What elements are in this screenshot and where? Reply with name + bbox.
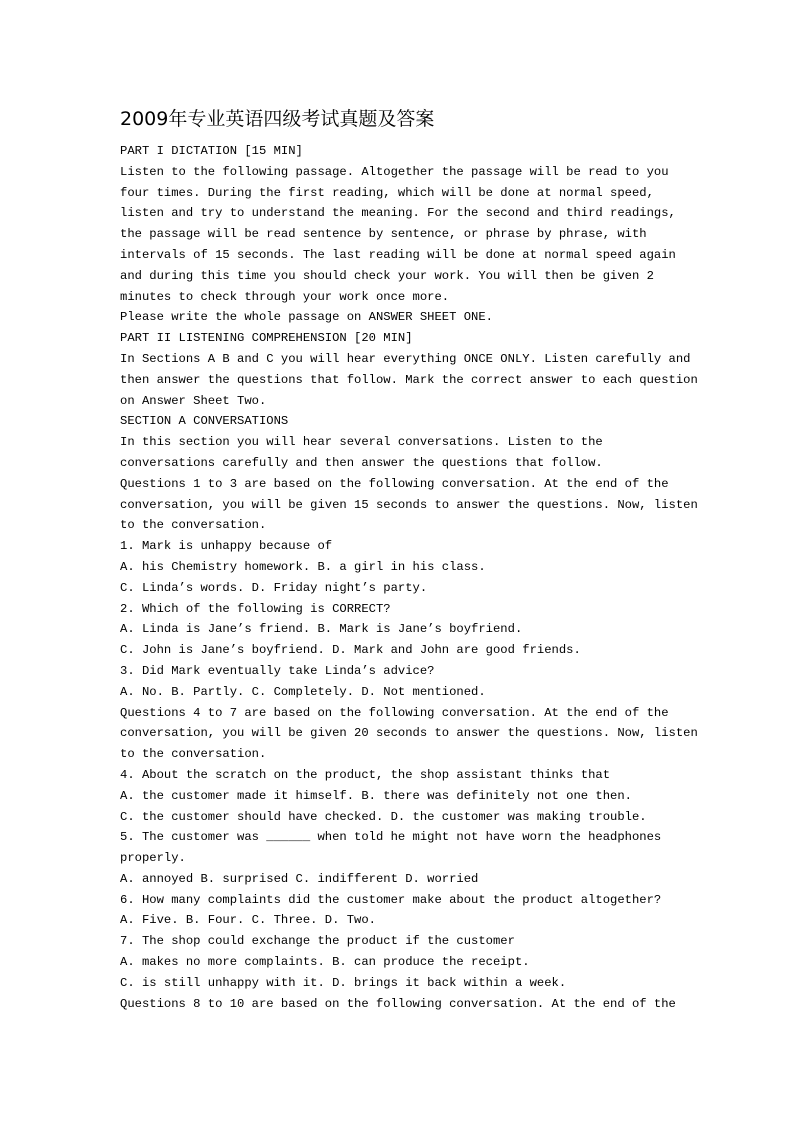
text-line: then answer the questions that follow. Mark the correct answer to each question [120,372,698,387]
text-line: C. is still unhappy with it. D. brings it back within a week. [120,975,567,990]
text-line: on Answer Sheet Two. [120,393,267,408]
text-line: 3. Did Mark eventually take Linda’s advice? [120,663,435,678]
text-line: C. Linda’s words. D. Friday night’s party. [120,580,428,595]
document-body [120,141,720,1014]
text-line: and during this time you should check your work. You will then be given 2 [120,268,654,283]
text-line: A. Five. B. Four. C. Three. D. Two. [120,913,376,928]
text-line: SECTION A CONVERSATIONS [120,414,289,429]
text-line: 6. How many complaints did the customer make about the product altogether? [120,892,662,907]
text-line: properly. [120,851,186,866]
text-line: four times. During the first reading, which will be done at normal speed, [120,185,654,200]
text-line: 2. Which of the following is CORRECT? [120,601,391,616]
text-line: conversation, you will be given 15 seconds to answer the questions. Now, listen [120,497,698,512]
text-line: A. annoyed B. surprised C. indifferent D. worried [120,871,479,886]
text-line: A. the customer made it himself. B. there was definitely not one then. [120,788,632,803]
text-line: 1. Mark is unhappy because of [120,539,333,554]
text-line: Questions 8 to 10 are based on the following conversation. At the end of the [120,996,676,1011]
text-line: PART I DICTATION [15 MIN] [120,144,303,158]
text-line: to the conversation. [120,747,267,762]
text-line: to the conversation. [120,518,267,533]
text-line: the passage will be read sentence by sentence, or phrase by phrase, with [120,227,647,242]
text-line: 5. The customer was ______ when told he might not have worn the headphones [120,830,662,845]
text-line: minutes to check through your work once more. [120,289,450,304]
text-line: C. the customer should have checked. D. the customer was making trouble. [120,809,647,824]
text-line: In Sections A B and C you will hear everything ONCE ONLY. Listen carefully and [120,351,691,366]
text-line: A. his Chemistry homework. B. a girl in his class. [120,559,486,574]
text-line: A. makes no more complaints. B. can produce the receipt. [120,955,530,970]
text-line: Questions 1 to 3 are based on the following conversation. At the end of the [120,476,669,491]
text-line: 4. About the scratch on the product, the shop assistant thinks that [120,767,611,782]
text-line: Listen to the following passage. Altogether the passage will be read to you [120,164,669,179]
text-line: A. Linda is Jane’s friend. B. Mark is Jane’s boyfriend. [120,622,523,637]
text-line: intervals of 15 seconds. The last reading will be done at normal speed again [120,247,676,262]
text-line: Please write the whole passage on ANSWER SHEET ONE. [120,310,493,325]
text-line: A. No. B. Partly. C. Completely. D. Not mentioned. [120,684,486,699]
text-line: conversation, you will be given 20 seconds to answer the questions. Now, listen [120,726,698,741]
text-line: C. John is Jane’s boyfriend. D. Mark and John are good friends. [120,643,581,658]
text-line: conversations carefully and then answer the questions that follow. [120,455,603,470]
text-line: Questions 4 to 7 are based on the following conversation. At the end of the [120,705,669,720]
text-line: PART II LISTENING COMPREHENSION [20 MIN] [120,331,413,346]
document-title: 2009年专业英语四级考试真题及答案 [120,108,435,130]
text-line: 7. The shop could exchange the product if the customer [120,934,515,949]
text-line: In this section you will hear several conversations. Listen to the [120,435,603,450]
text-line: listen and try to understand the meaning. For the second and third readings, [120,206,676,221]
